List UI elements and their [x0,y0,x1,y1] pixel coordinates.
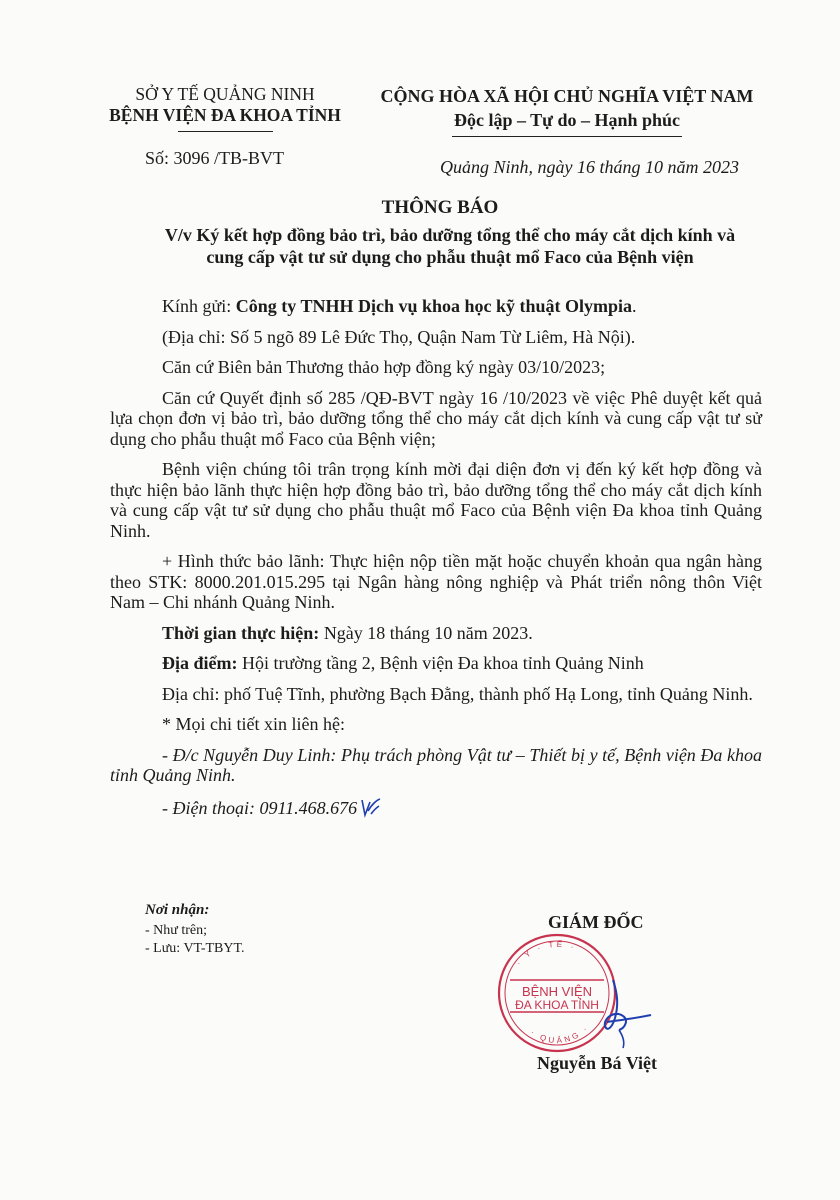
recipient-item: - Như trên; [145,923,208,938]
national-title: CỘNG HÒA XÃ HỘI CHỦ NGHĨA VIỆT NAM [380,86,754,106]
recipients-heading: Nơi nhận: [145,902,210,918]
guarantee-paragraph: + Hình thức bảo lãnh: Thực hiện nộp tiền mặt hoặc chuyển khoản qua ngân hàng theo STK: 8000.201.015.295 tại Ngân hàng nông nghiệp và Phát triển nông thôn Việt Nam – Chi nhánh Quảng Ninh. [110,551,762,612]
svg-text:· QUẢNG ·: · QUẢNG · [529,1022,592,1046]
org-parent: SỞ Y TẾ QUẢNG NINH [135,84,315,104]
motto-underline [452,136,682,137]
basis-decision: Căn cứ Quyết định số 285 /QĐ-BVT ngày 16 /10/2023 về việc Phê duyệt kết quả lựa chọn đơn vị bảo trì, bảo dưỡng tổng thể cho máy cắt dịch kính và cung cấp vật tư sử dụng cho phẫu thuật mổ Faco của Bệnh viện; [110,387,762,449]
place-address: Địa chỉ: phố Tuệ Tĩnh, phường Bạch Đằng, thành phố Hạ Long, tỉnh Quảng Ninh. [162,683,753,704]
contact-intro: * Mọi chi tiết xin liên hệ: [162,714,345,734]
place-label: Địa điểm: [162,653,238,673]
addressee: Kính gửi: Công ty TNHH Dịch vụ khoa học kỹ thuật Olympia. [162,296,637,316]
invitation-paragraph: Bệnh viện chúng tôi trân trọng kính mời đại diện đơn vị đến ký kết hợp đồng và thực hiện bảo lãnh thực hiện hợp đồng bảo trì, bảo dưỡng tổng thể cho máy cắt dịch kính và cung cấp vật tư sử dụng cho phẫu thuật mổ Faco của Bệnh viện Đa khoa tỉnh Quảng Ninh. [110,459,762,541]
time-value: Ngày 18 tháng 10 năm 2023. [319,622,533,643]
signatory-name: Nguyễn Bá Việt [537,1053,658,1073]
initials-mark [359,796,383,818]
seal-line-1: BỆNH VIỆN [521,984,593,999]
basis-minutes: Căn cứ Biên bản Thương thảo hợp đồng ký ngày 03/10/2023; [162,357,606,377]
time-label: Thời gian thực hiện: [162,622,320,643]
addressee-name: Công ty TNHH Dịch vụ khoa học kỹ thuật Olympia [235,296,633,316]
time-line [110,623,762,644]
document-date: Quảng Ninh, ngày 16 tháng 10 năm 2023 [440,157,739,177]
subject-line-2: cung cấp vật tư sử dụng cho phẫu thuật mổ Faco của Bệnh viện [206,247,694,267]
org-underline [178,131,273,132]
place-line [110,653,762,674]
place-value: Hội trường tầng 2, Bệnh viện Đa khoa tỉnh Quảng Ninh [237,653,644,673]
national-motto: Độc lập – Tự do – Hạnh phúc [453,110,681,130]
org-name: BỆNH VIỆN ĐA KHOA TỈNH [109,105,341,125]
svg-text:· Y · TẾ ·: · Y · TẾ · [514,939,578,968]
document-subject [110,224,790,268]
subject-line-1: V/v Ký kết hợp đồng bảo trì, bảo dưỡng tổng thể cho máy cắt dịch kính và [164,225,736,245]
seal-line-2: ĐA KHOA TỈNH [515,998,599,1012]
contact-phone: - Điện thoại: 0911.468.676 [110,796,762,819]
recipient-item: - Lưu: VT-TBYT. [145,941,245,956]
signature-icon [585,960,655,1050]
contact-person: - Đ/c Nguyễn Duy Linh: Phụ trách phòng Vật tư – Thiết bị y tế, Bệnh viện Đa khoa tỉnh Quảng Ninh. [110,744,762,785]
signatory-title: GIÁM ĐỐC [548,912,644,932]
document-title: THÔNG BÁO [381,197,499,218]
document-body [110,296,762,828]
document-number: Số: 3096 /TB-BVT [145,148,285,168]
addressee-address: (Địa chỉ: Số 5 ngõ 89 Lê Đức Thọ, Quận Nam Từ Liêm, Hà Nội). [162,326,636,347]
